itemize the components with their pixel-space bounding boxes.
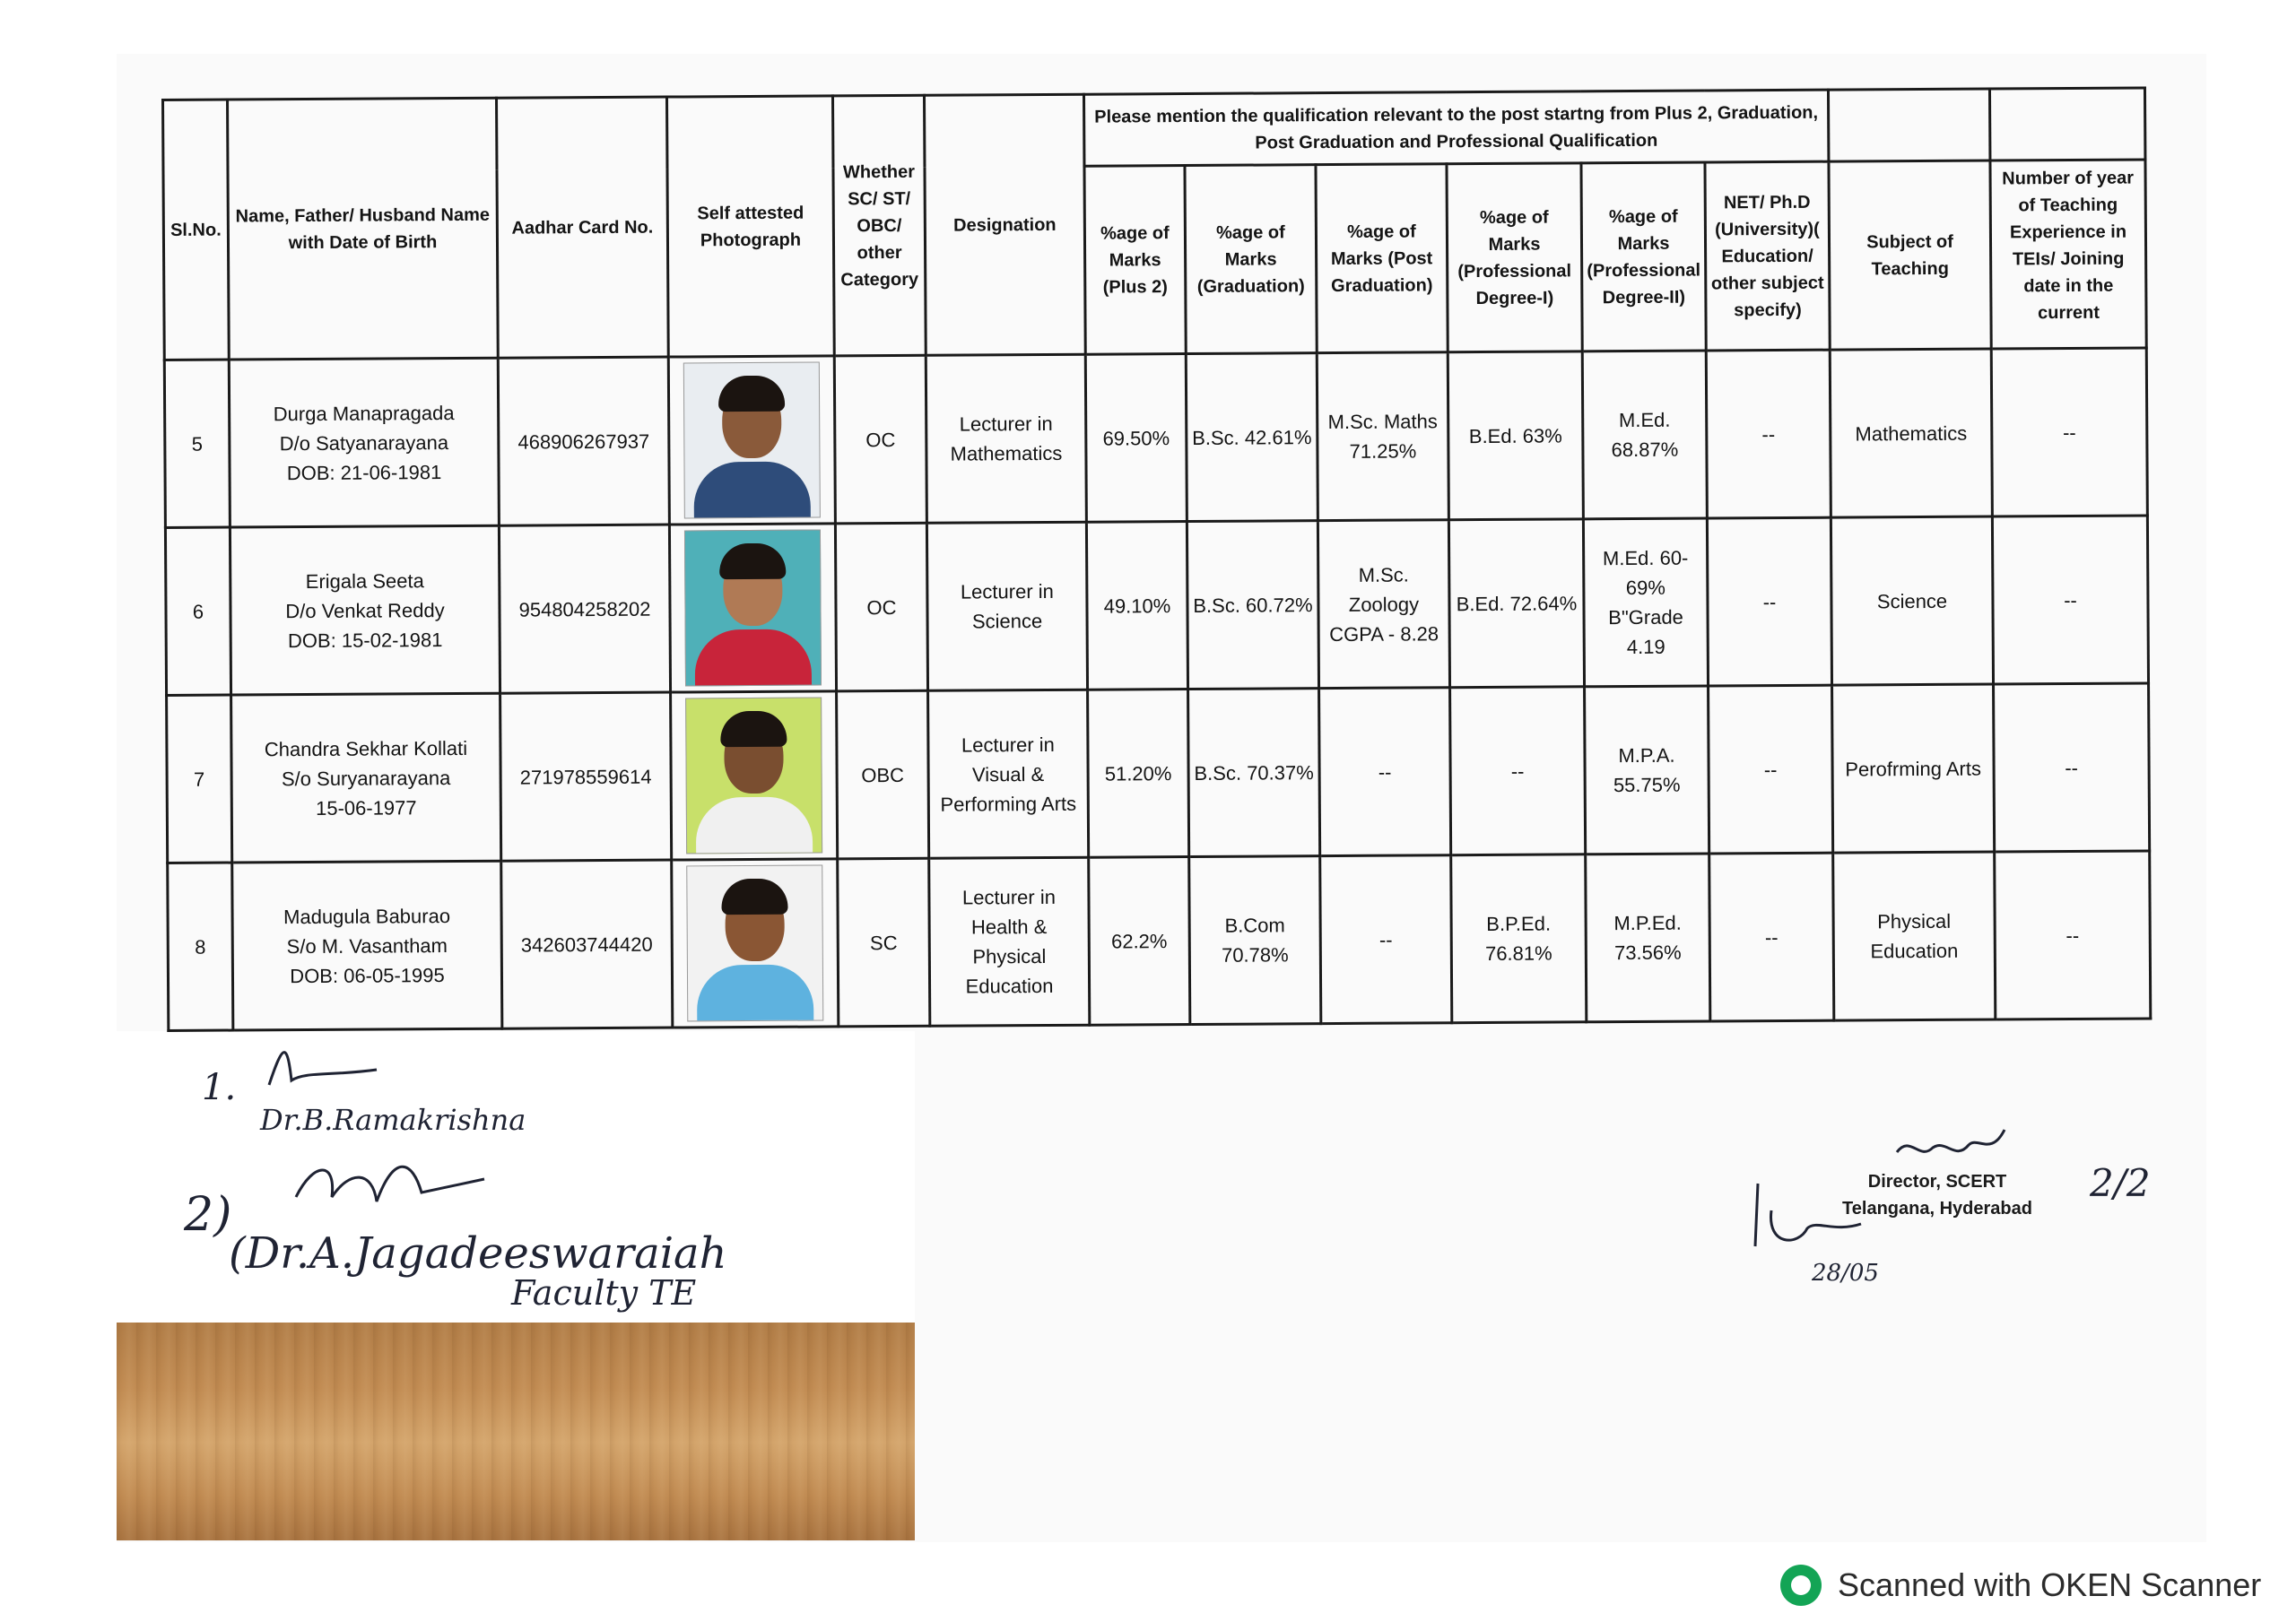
- header-post-graduation: %age of Marks (Post Graduation): [1316, 164, 1448, 353]
- candidate-name: Chandra Sekhar Kollati: [264, 736, 468, 760]
- cell-name: [230, 525, 500, 695]
- table-row: [165, 516, 2148, 695]
- signature-2-name: (Dr.A.Jagadeeswaraiah: [229, 1228, 727, 1279]
- cell-graduation: B.Sc. 60.72%: [1187, 521, 1318, 690]
- cell-designation: Lecturer in Health & Physical Education: [929, 857, 1090, 1026]
- table-row: [164, 348, 2147, 527]
- candidate-photo: [684, 530, 822, 687]
- cell-prof1: B.P.Ed. 76.81%: [1451, 854, 1587, 1023]
- cell-net-phd: --: [1706, 350, 1831, 518]
- candidate-relation: D/o Satyanarayana: [279, 430, 449, 455]
- cell-prof2: M.P.A. 55.75%: [1585, 686, 1709, 854]
- header-prof-degree-1: %age of Marks (Professional Degree-I): [1447, 163, 1582, 352]
- cell-sl: 6: [165, 527, 230, 695]
- cell-category: OC: [834, 355, 926, 524]
- header-qualification-group: Please mention the qualification relevant to the post startng from Plus 2, Graduation, Post Graduation and Professional Qualification: [1083, 90, 1829, 166]
- cell-experience: --: [1994, 683, 2150, 852]
- header-row-group: [163, 88, 2145, 171]
- header-plus2: %age of Marks (Plus 2): [1084, 166, 1186, 355]
- header-category: Whether SC/ ST/ OBC/ other Category: [832, 95, 926, 356]
- cell-net-phd: --: [1709, 685, 1833, 854]
- cell-photo: [668, 356, 835, 525]
- cell-experience: --: [1995, 851, 2151, 1019]
- cell-subject: Perofrming Arts: [1832, 684, 1995, 853]
- candidate-relation: S/o Suryanarayana: [281, 766, 451, 790]
- signature-2-title: Faculty TE: [511, 1273, 697, 1313]
- header-prof-degree-2: %age of Marks (Professional Degree-II): [1581, 162, 1706, 351]
- initials-date: 28/05: [1812, 1260, 1879, 1287]
- cell-graduation: B.Sc. 70.37%: [1188, 689, 1320, 857]
- candidate-name: Madugula Baburao: [283, 904, 451, 928]
- cell-prof2: M.Ed. 60-69% B"Grade 4.19: [1583, 518, 1708, 687]
- director-place: Telangana, Hyderabad: [1842, 1199, 2032, 1219]
- cell-experience: --: [1992, 516, 2148, 684]
- cell-subject: Science: [1831, 516, 1993, 685]
- cell-subject: Physical Education: [1833, 852, 1996, 1020]
- cell-aadhar: 342603744420: [501, 860, 673, 1028]
- header-photo: Self attested Photograph: [666, 96, 834, 357]
- cell-net-phd: --: [1707, 517, 1831, 686]
- header-designation: Designation: [924, 94, 1085, 355]
- candidate-photo: [686, 865, 823, 1022]
- header-blank-experience: [1990, 88, 2145, 160]
- table-row: [167, 683, 2150, 863]
- candidate-relation: S/o M. Vasantham: [286, 933, 448, 958]
- candidate-name: Durga Manapragada: [273, 401, 455, 425]
- cell-net-phd: --: [1709, 853, 1834, 1021]
- scanner-label: Scanned with OKEN Scanner: [1838, 1566, 2262, 1603]
- wooden-desk-background: [117, 1323, 915, 1540]
- cell-sl: 5: [164, 360, 230, 527]
- oken-scanner-logo-icon: [1780, 1565, 1822, 1606]
- header-sl-no: Sl.No.: [163, 100, 230, 360]
- candidate-relation: D/o Venkat Reddy: [285, 598, 445, 622]
- cell-designation: Lecturer in Science: [926, 522, 1087, 690]
- cell-prof2: M.P.Ed. 73.56%: [1586, 854, 1710, 1022]
- page-number-mark: 2/2: [2090, 1161, 2151, 1205]
- cell-sl: 8: [168, 863, 233, 1030]
- cell-aadhar: 954804258202: [499, 525, 670, 693]
- header-blank-subject: [1829, 89, 1990, 161]
- director-signature-scribble: [1892, 1125, 2009, 1170]
- header-name: Name, Father/ Husband Name with Date of Birth: [228, 98, 499, 360]
- cell-prof1: B.Ed. 72.64%: [1448, 519, 1584, 688]
- cell-plus2: 51.20%: [1088, 690, 1189, 858]
- cell-plus2: 69.50%: [1085, 354, 1187, 523]
- cell-prof2: M.Ed. 68.87%: [1582, 351, 1707, 519]
- candidate-dob: DOB: 06-05-1995: [290, 963, 445, 987]
- cell-graduation: B.Com 70.78%: [1189, 856, 1321, 1025]
- header-net-phd: NET/ Ph.D (University)( Education/ other subject specify): [1705, 161, 1830, 351]
- header-subject: Subject of Teaching: [1829, 160, 1991, 350]
- cell-aadhar: 468906267937: [498, 357, 669, 525]
- cell-name: [229, 358, 499, 527]
- cell-plus2: 62.2%: [1089, 857, 1190, 1026]
- cell-name: [231, 693, 501, 863]
- cell-plus2: 49.10%: [1086, 522, 1187, 690]
- cell-graduation: B.Sc. 42.61%: [1186, 353, 1318, 522]
- cell-subject: Mathematics: [1830, 349, 1992, 517]
- initials-scribble: [1744, 1175, 1870, 1255]
- candidate-name: Erigala Seeta: [305, 568, 424, 593]
- cell-category: OC: [835, 523, 927, 691]
- cell-experience: --: [1991, 348, 2147, 516]
- cell-designation: Lecturer in Visual & Performing Arts: [928, 690, 1089, 858]
- signature-1-scribble: [251, 1036, 386, 1098]
- candidate-photo: [685, 698, 822, 854]
- scanner-watermark: [1780, 1560, 2261, 1610]
- signature-1-number: 1.: [202, 1067, 237, 1108]
- director-title: Director, SCERT: [1867, 1172, 2007, 1192]
- signature-1-name: Dr.B.Ramakrishna: [260, 1103, 526, 1137]
- cell-post-graduation: M.Sc. Maths 71.25%: [1317, 352, 1448, 521]
- cell-post-graduation: --: [1319, 688, 1451, 856]
- cell-post-graduation: --: [1320, 855, 1452, 1024]
- signature-2-scribble: [287, 1143, 493, 1224]
- table-row: [168, 851, 2151, 1030]
- cell-aadhar: 271978559614: [500, 692, 672, 861]
- header-aadhar: Aadhar Card No.: [497, 97, 669, 358]
- candidate-photo: [683, 362, 821, 519]
- candidate-dob: DOB: 15-02-1981: [287, 628, 443, 652]
- cell-prof1: --: [1450, 687, 1586, 855]
- cell-designation: Lecturer in Mathematics: [926, 354, 1086, 523]
- candidate-table: [161, 86, 2152, 1031]
- cell-name: [232, 861, 502, 1030]
- cell-category: SC: [838, 858, 930, 1027]
- cell-photo: [669, 524, 836, 692]
- cell-post-graduation: M.Sc. Zoology CGPA - 8.28: [1318, 520, 1449, 689]
- signature-2-number: 2): [184, 1188, 232, 1242]
- cell-sl: 7: [167, 695, 232, 863]
- candidate-dob: DOB: 21-06-1981: [286, 460, 442, 484]
- header-experience-text: Number of year of Teaching Experience in TEIs/ Joining date in the current: [2002, 168, 2135, 323]
- cell-photo: [672, 859, 839, 1028]
- header-graduation: %age of Marks (Graduation): [1185, 165, 1317, 354]
- cell-prof1: B.Ed. 63%: [1448, 351, 1583, 520]
- candidate-dob: 15-06-1977: [315, 795, 417, 820]
- header-experience: [1990, 160, 2146, 349]
- cell-photo: [671, 691, 838, 860]
- cell-category: OBC: [837, 690, 929, 859]
